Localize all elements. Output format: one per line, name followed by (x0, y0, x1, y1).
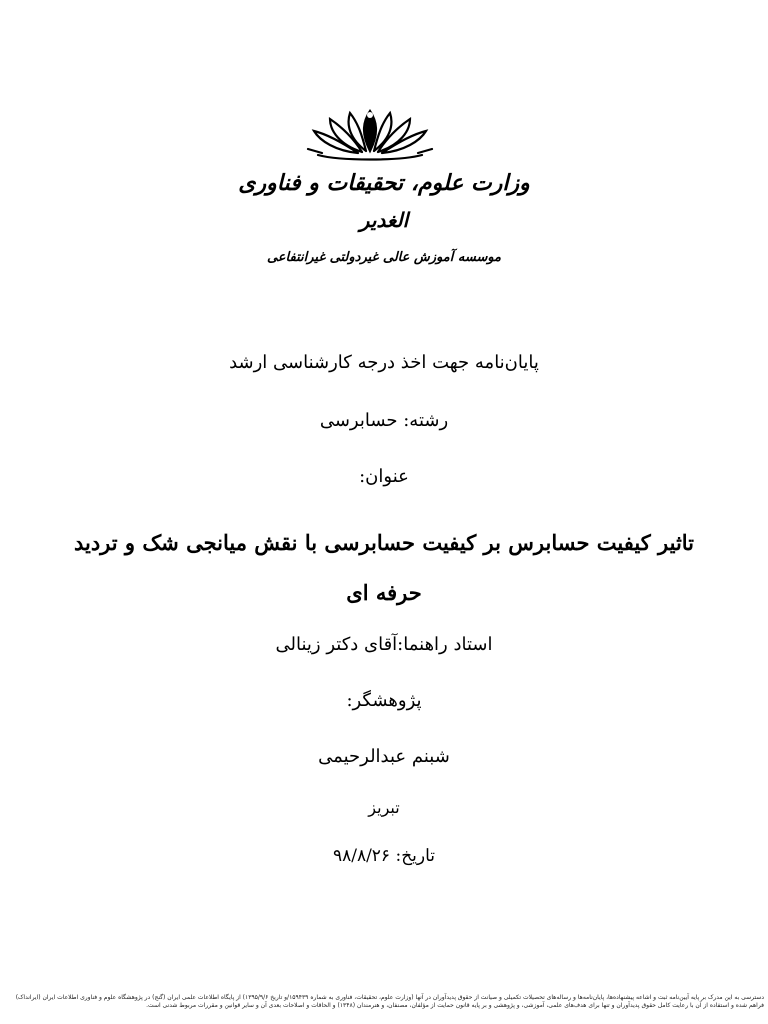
ministry-name: وزارت علوم، تحقیقات و فناوری (238, 170, 530, 196)
lotus-flame-logo-icon (300, 105, 440, 165)
title-label: عنوان: (359, 466, 409, 487)
thesis-title: تاثیر کیفیت حسابرس بر کیفیت حسابرسی با نقش میانجی شک و تردید حرفه ای (73, 530, 695, 605)
researcher-label: پژوهشگر: (346, 690, 422, 711)
degree-line: پایان‌نامه جهت اخذ درجه کارشناسی ارشد (229, 352, 539, 373)
field-line: رشته: حسابرسی (319, 410, 449, 431)
university-name: الغدیر (359, 208, 409, 232)
date-line: تاریخ: ۹۸/۸/۲۶ (332, 846, 436, 866)
city-line: تبریز (368, 798, 400, 817)
researcher-name: شبنم عبدالرحیمی (318, 746, 450, 767)
institute-name: موسسه آموزش عالی غیردولتی غیرانتفاعی (266, 250, 502, 265)
advisor-line: استاد راهنما:آقای دکتر زینالی (275, 634, 493, 655)
copyright-footer-note: دسترسی به این مدرک بر پایه آیین‌نامه ثبت و اشاعه پیشنهاده‌ها، پایان‌نامه‌ها و رساله‌های تحصیلات تکمیلی و صیانت از حقوق پدیدآوران در آنها (وزارت علوم، تحقیقات، فناوری به شماره ۱۵۹۴۳۹/و تاریخ ۱۳۹۵/۹/۶) از پایگاه اطلاعات علمی ایران (گنج) در پژوهشگاه علوم و فناوری اطلاعات ایران (ایرانداک) فراهم شده و استفاده از آن با رعایت کامل حقوق پدیدآوران و تنها برای هدف‌های علمی، آموزشی، و پژوهشی و بر پایه قانون حمایت از مؤلفان، مصنفان، و هنرمندان (۱۳۴۸) و الحاقات و اصلاحات بعدی آن و سایر قوانین و مقررات مربوط شدنی است. (15, 994, 764, 1009)
